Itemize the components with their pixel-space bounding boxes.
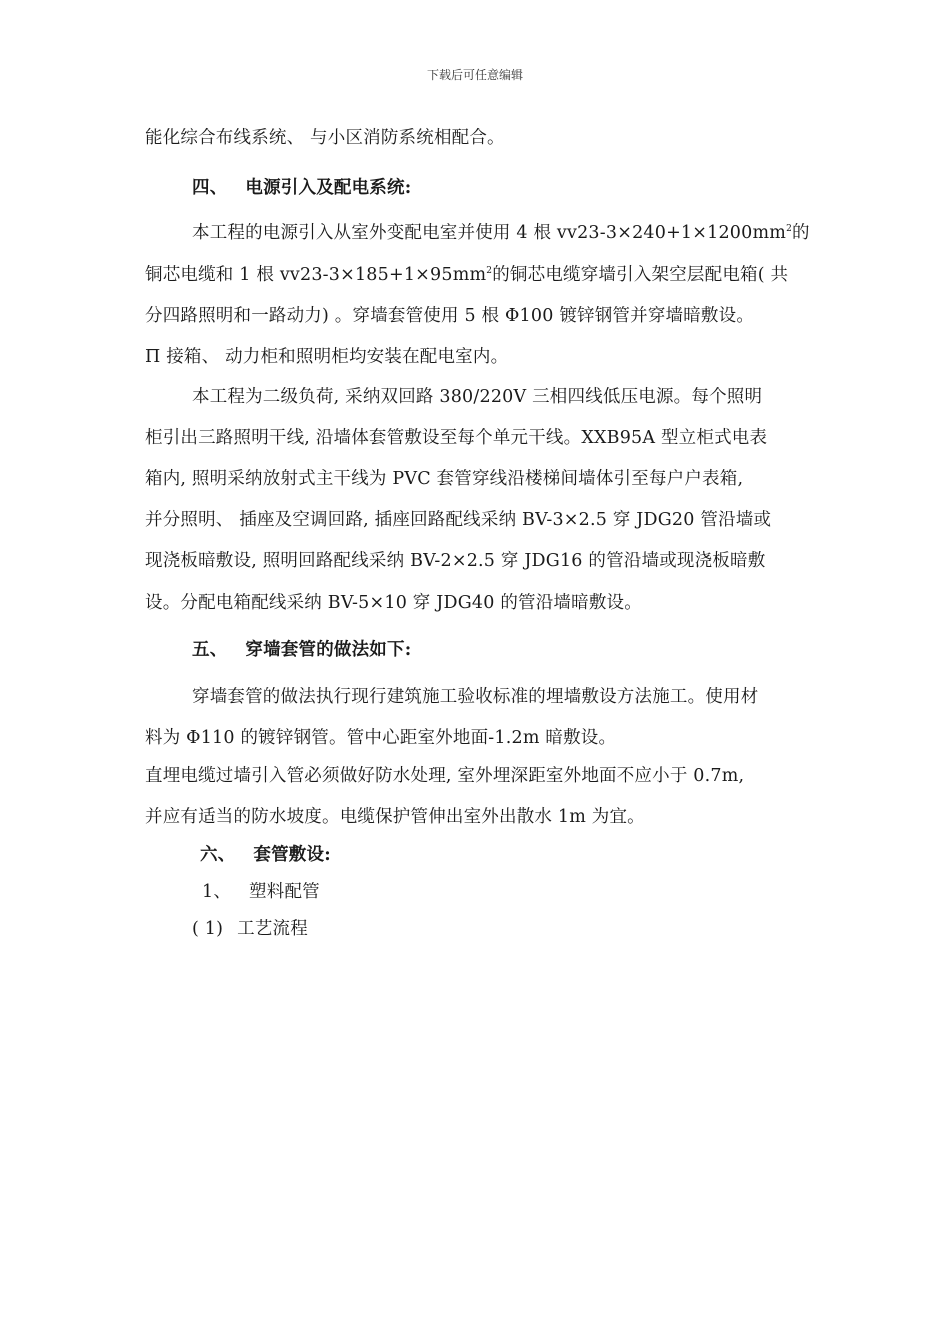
superscript: 2 (786, 224, 792, 234)
list-number: 1、 (202, 882, 232, 902)
paragraph-line: 本工程为二级负荷, 采纳双回路 380/220V 三相四线低压电源。每个照明 (192, 387, 763, 407)
paragraph-line (192, 219, 810, 244)
page-header-note: 下载后可任意编辑 (426, 68, 523, 82)
section-title: 电源引入及配电系统: (245, 178, 412, 198)
section-number: 五、 (192, 640, 228, 660)
section-title: 套管敷设: (253, 845, 331, 865)
paragraph-line: 并分照明、 插座及空调回路, 插座回路配线采纳 BV-3×2.5 穿 JDG20 管沿墙或 (145, 510, 772, 530)
paragraph-line: 现浇板暗敷设, 照明回路配线采纳 BV-2×2.5 穿 JDG16 的管沿墙或现浇板暗敷 (145, 551, 766, 571)
list-text: 塑料配管 (249, 882, 320, 902)
section-number: 四、 (192, 178, 228, 198)
paragraph-line: 穿墙套管的做法执行现行建筑施工验收标准的埋墙敷设方法施工。使用材 (192, 687, 759, 707)
text-segment: 本工程的电源引入从室外变配电室并使用 4 根 vv23-3×240+1×1200mm (192, 223, 787, 243)
paragraph-line: 并应有适当的防水坡度。电缆保护管伸出室外出散水 1m 为宜。 (145, 807, 645, 827)
text-segment: 的铜芯电缆穿墙引入架空层配电箱( 共 (492, 265, 789, 285)
paragraph-line: 料为 Φ110 的镀锌钢管。管中心距室外地面-1.2m 暗敷设。 (145, 728, 617, 748)
section-number: 六、 (200, 845, 236, 865)
paragraph-line: 直埋电缆过墙引入管必须做好防水处理, 室外埋深距室外地面不应小于 0.7m, (145, 766, 745, 786)
paragraph-line: Π 接箱、 动力柜和照明柜均安装在配电室内。 (145, 347, 509, 367)
superscript: 2 (486, 266, 493, 276)
list-item (192, 915, 308, 940)
text-segment: 铜芯电缆和 1 根 vv23-3×185+1×95mm (145, 265, 487, 285)
section-heading-4 (192, 174, 411, 199)
section-title: 穿墙套管的做法如下: (245, 640, 412, 660)
paragraph-line: 设。分配电箱配线采纳 BV-5×10 穿 JDG40 的管沿墙暗敷设。 (145, 593, 642, 613)
paragraph-line (145, 261, 788, 286)
paragraph-line: 柜引出三路照明干线, 沿墙体套管敷设至每个单元干线。XXB95A 型立柜式电表 (145, 428, 768, 448)
paragraph-line: 箱内, 照明采纳放射式主干线为 PVC 套管穿线沿楼梯间墙体引至每户户表箱, (145, 469, 744, 489)
list-item (202, 878, 320, 903)
section-heading-5 (192, 636, 411, 661)
paragraph-line: 能化综合布线系统、 与小区消防系统相配合。 (145, 128, 505, 148)
section-heading-6 (200, 841, 331, 866)
paragraph-line: 分四路照明和一路动力) 。穿墙套管使用 5 根 Φ100 镀锌钢管并穿墙暗敷设。 (145, 306, 755, 326)
list-text: 工艺流程 (237, 919, 308, 939)
text-segment: 的 (792, 223, 810, 243)
list-number: ( 1) (192, 919, 224, 939)
